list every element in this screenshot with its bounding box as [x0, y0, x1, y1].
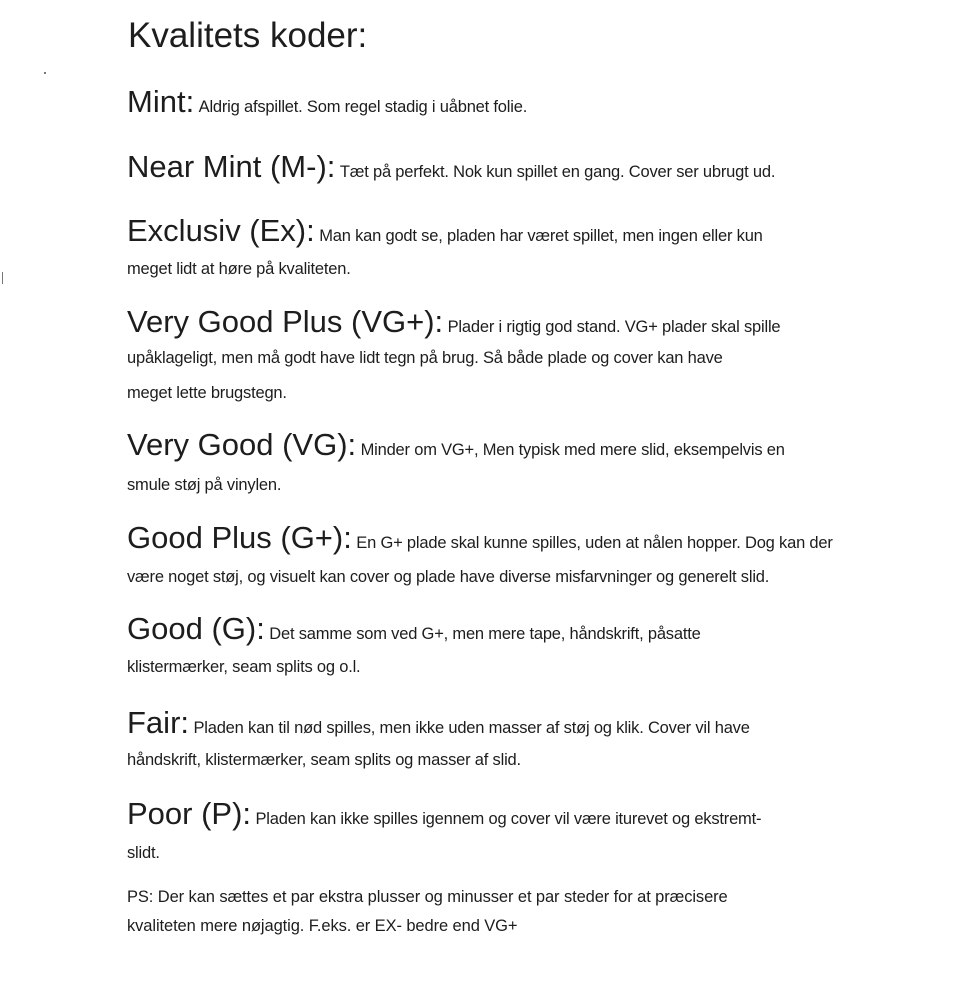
page-title: Kvalitets koder: — [128, 16, 368, 55]
grade-heading: Exclusiv (Ex): — [127, 213, 315, 248]
entry-line-continued — [127, 557, 769, 597]
ps-note: kvaliteten mere nøjagtig. F.eks. er EX- bedre end VG+ — [127, 917, 518, 935]
grade-description: Plader i rigtig god stand. VG+ plader skal spille — [447, 318, 781, 336]
grade-heading: Fair: — [127, 705, 189, 740]
entry-line-first — [127, 794, 761, 834]
entry-line-first — [127, 609, 701, 649]
grade-description: Minder om VG+, Men typisk med mere slid, eksempelvis en — [360, 441, 785, 459]
grade-heading: Very Good Plus (VG+): — [127, 304, 444, 339]
grade-heading: Good (G): — [127, 611, 265, 646]
grade-description: Det samme som ved G+, men mere tape, håndskrift, påsatte — [269, 625, 701, 643]
entry-line-continued — [127, 338, 723, 378]
grade-description: Pladen kan ikke spilles igennem og cover vil være iturevet og ekstremt- — [255, 810, 762, 828]
grade-description: være noget støj, og visuelt kan cover og plade have diverse misfarvninger og generelt slid. — [127, 568, 770, 586]
grade-description: Aldrig afspillet. Som regel stadig i uåbnet folie. — [198, 98, 528, 116]
grade-description: slidt. — [127, 844, 160, 862]
grade-description: Tæt på perfekt. Nok kun spillet en gang. Cover ser ubrugt ud. — [339, 163, 776, 181]
grade-heading: Poor (P): — [127, 796, 252, 831]
grade-description: håndskrift, klistermærker, seam splits og masser af slid. — [127, 751, 521, 769]
entry-line-first — [127, 703, 750, 743]
entry-line-continued — [127, 465, 281, 505]
entry-line-continued — [127, 373, 287, 413]
entry-line-continued — [127, 647, 360, 687]
grade-description: meget lette brugstegn. — [127, 384, 287, 402]
grade-description: smule støj på vinylen. — [127, 476, 282, 494]
scan-mark — [2, 272, 3, 284]
grade-description: klistermærker, seam splits og o.l. — [127, 658, 361, 676]
scan-speck — [44, 72, 46, 74]
grade-description: Man kan godt se, pladen har været spillet, men ingen eller kun — [319, 227, 763, 245]
entry-line-first — [127, 82, 527, 122]
grade-description: En G+ plade skal kunne spilles, uden at nålen hopper. Dog kan der — [356, 534, 833, 552]
grade-heading: Mint: — [127, 84, 195, 119]
grade-heading: Good Plus (G+): — [127, 520, 352, 555]
entry-line-first — [127, 147, 775, 187]
entry-line-first — [127, 302, 780, 342]
entry-line-first — [127, 211, 763, 251]
grade-heading: Near Mint (M-): — [127, 149, 336, 184]
grade-description: meget lidt at høre på kvaliteten. — [127, 260, 351, 278]
entry-line-continued — [127, 833, 160, 873]
entry-line-continued — [127, 249, 351, 289]
grade-heading: Very Good (VG): — [127, 427, 357, 462]
entry-line-continued — [127, 740, 521, 780]
ps-note: PS: Der kan sættes et par ekstra plusser og minusser et par steder for at præcisere — [127, 888, 728, 906]
entry-line-first — [127, 425, 785, 465]
grade-description: Pladen kan til nød spilles, men ikke uden masser af støj og klik. Cover vil have — [193, 719, 750, 737]
entry-line-first — [127, 518, 833, 558]
grade-description: upåklageligt, men må godt have lidt tegn på brug. Så både plade og cover kan have — [127, 349, 723, 367]
